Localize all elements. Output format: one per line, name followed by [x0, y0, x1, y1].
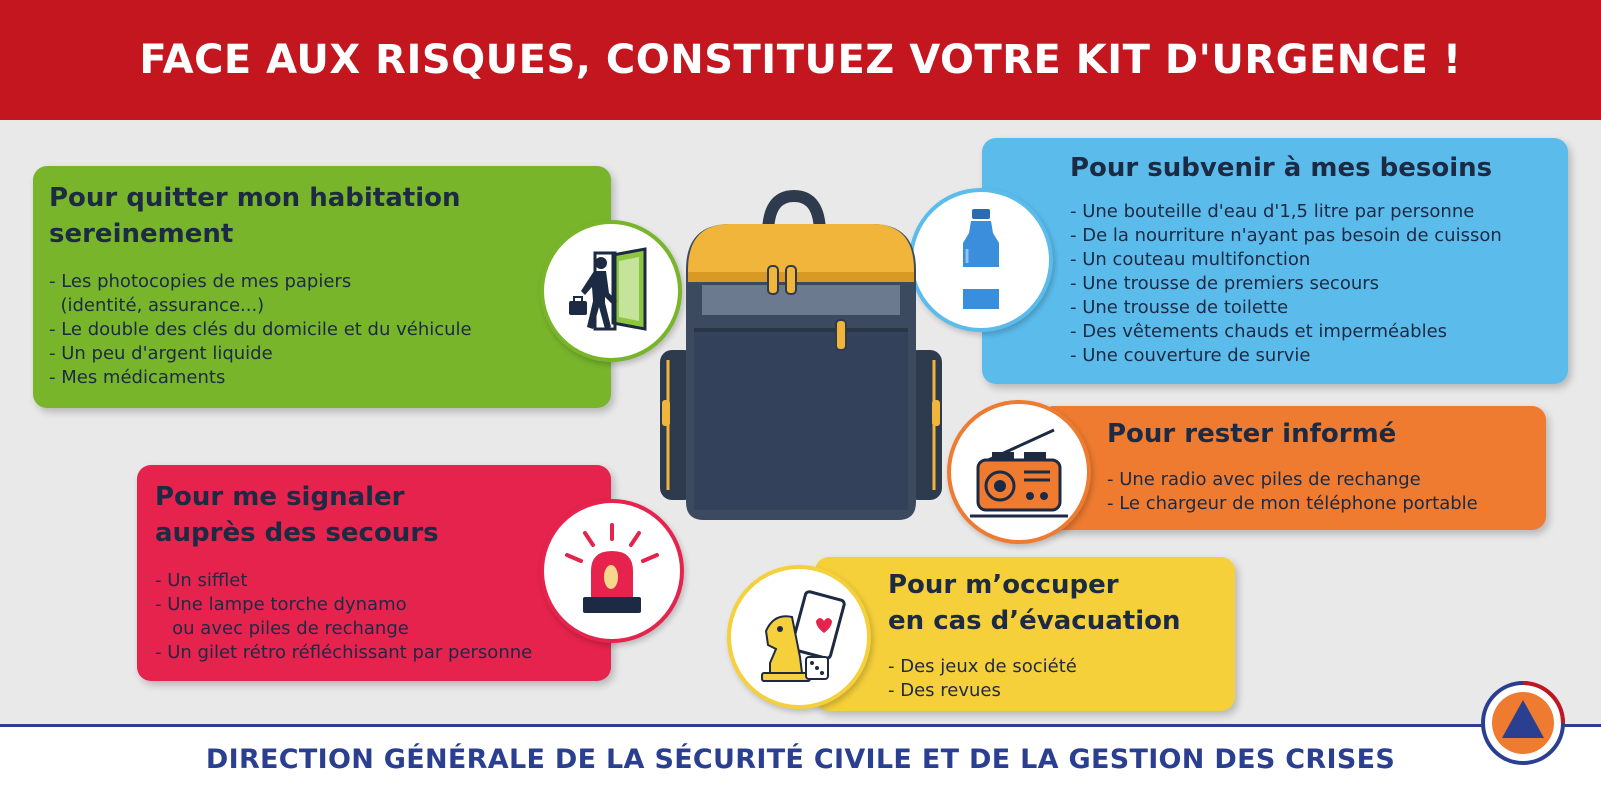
civil-security-logo — [1480, 680, 1566, 766]
list-item: - Le double des clés du domicile et du véhicule — [49, 319, 472, 340]
card-title — [888, 567, 1235, 639]
backpack-icon — [660, 190, 942, 535]
list-item: - Le chargeur de mon téléphone portable — [1107, 493, 1478, 514]
list-item: - Une trousse de toilette — [1070, 297, 1289, 318]
list-item: - De la nourriture n'ayant pas besoin de cuisson — [1070, 225, 1502, 246]
header-banner — [0, 0, 1601, 120]
card-title — [49, 180, 611, 252]
list-item: - Un couteau multifonction — [1070, 249, 1311, 270]
item-list — [1070, 200, 1568, 368]
list-item: - Des revues — [888, 680, 1001, 701]
list-item: - Un sifflet — [155, 570, 248, 591]
card-title-line: Pour me signaler — [155, 482, 405, 512]
page-title: FACE AUX RISQUES, CONSTITUEZ VOTRE KIT D'URGENCE ! — [139, 37, 1462, 83]
card-informed — [1040, 406, 1546, 530]
card-title-line: Pour m’occuper — [888, 570, 1119, 600]
card-needs — [982, 138, 1568, 384]
list-item: (identité, assurance...) — [49, 295, 265, 316]
radio-icon — [947, 400, 1091, 544]
list-item: - Un peu d'argent liquide — [49, 343, 273, 364]
list-item: - Mes médicaments — [49, 367, 226, 388]
list-item: - Une couverture de survie — [1070, 345, 1311, 366]
list-item: - Une bouteille d'eau d'1,5 litre par personne — [1070, 201, 1475, 222]
list-item: - Les photocopies de mes papiers — [49, 271, 352, 292]
card-title-line: auprès des secours — [155, 518, 439, 548]
card-title: Pour subvenir à mes besoins — [1070, 153, 1493, 183]
footer-agency-name: DIRECTION GÉNÉRALE DE LA SÉCURITÉ CIVILE ET DE LA GESTION DES CRISES — [205, 744, 1396, 775]
item-list — [888, 655, 1235, 703]
card-title-line: en cas d’évacuation — [888, 606, 1181, 636]
list-item: - Une trousse de premiers secours — [1070, 273, 1380, 294]
footer-divider — [0, 724, 1601, 727]
list-item: - Une radio avec piles de rechange — [1107, 469, 1421, 490]
list-item: ou avec piles de rechange — [155, 618, 409, 639]
list-item: - Une lampe torche dynamo — [155, 594, 407, 615]
card-title-line: sereinement — [49, 219, 234, 249]
item-list — [49, 270, 611, 390]
list-item: - Un gilet rétro réfléchissant par personne — [155, 642, 533, 663]
card-title-line: Pour quitter mon habitation — [49, 183, 461, 213]
card-occupy — [815, 557, 1235, 711]
list-item: - Des vêtements chauds et imperméables — [1070, 321, 1448, 342]
card-leave-home — [33, 166, 611, 408]
item-list — [1107, 468, 1546, 516]
card-title — [155, 479, 611, 551]
card-title: Pour rester informé — [1107, 419, 1397, 449]
list-item: - Des jeux de société — [888, 656, 1077, 677]
games-icon — [727, 565, 871, 709]
